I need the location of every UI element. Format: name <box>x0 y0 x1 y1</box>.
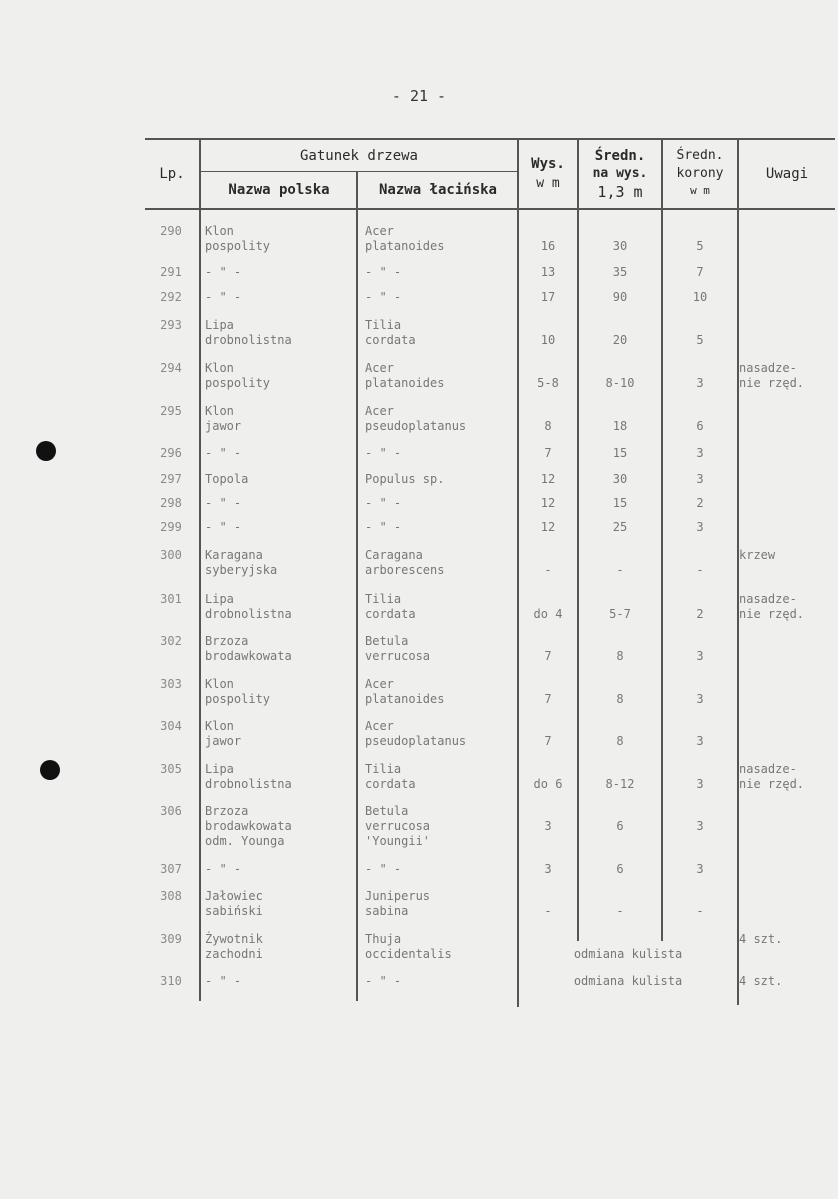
cell-wys: - <box>544 563 552 577</box>
cell-korona: 5 <box>696 239 704 253</box>
cell-korona: 3 <box>696 520 704 534</box>
cell-lacinska: - " - <box>365 496 402 510</box>
cell-lp: 295 <box>160 404 182 418</box>
cell-polska: Lipa drobnolistna <box>205 592 292 621</box>
cell-polska: Lipa drobnolistna <box>205 318 292 347</box>
cell-sredn: 25 <box>612 520 628 534</box>
cell-wys: 3 <box>544 819 552 833</box>
cell-korona: 5 <box>696 333 704 347</box>
cell-uwagi: 4 szt. <box>739 932 783 946</box>
cell-polska: Klon jawor <box>205 404 242 433</box>
cell-korona: 10 <box>692 290 708 304</box>
cell-lacinska: Acer pseudoplatanus <box>365 404 467 433</box>
cell-polska: Klon jawor <box>205 719 242 748</box>
cell-sredn: 15 <box>612 446 628 460</box>
cell-span: odmiana kulista <box>573 974 683 988</box>
col-rule-2 <box>356 172 358 1001</box>
cell-korona: 2 <box>696 496 704 510</box>
cell-sredn: 30 <box>612 472 628 486</box>
cell-lp: 291 <box>160 265 182 279</box>
cell-lacinska: Thuja occidentalis <box>365 932 452 961</box>
cell-wys: 12 <box>540 496 556 510</box>
col-rule-1 <box>199 139 201 1001</box>
cell-lp: 299 <box>160 520 182 534</box>
cell-polska: Klon pospolity <box>205 361 271 390</box>
cell-uwagi: 4 szt. <box>739 974 783 988</box>
cell-sredn: 30 <box>612 239 628 253</box>
cell-wys: 12 <box>540 520 556 534</box>
cell-uwagi: nasadze- nie rzęd. <box>739 361 805 390</box>
cell-lacinska: - " - <box>365 520 402 534</box>
cell-polska: Klon pospolity <box>205 224 271 253</box>
cell-sredn: 8 <box>616 649 624 663</box>
cell-sredn: 8 <box>616 692 624 706</box>
cell-wys: 7 <box>544 692 552 706</box>
cell-lp: 296 <box>160 446 182 460</box>
cell-sredn: 15 <box>612 496 628 510</box>
cell-lp: 301 <box>160 592 182 606</box>
header-sredn-3: 1,3 m <box>597 183 643 201</box>
cell-lp: 293 <box>160 318 182 332</box>
cell-lacinska: - " - <box>365 265 402 279</box>
cell-polska: - " - <box>205 520 242 534</box>
cell-polska: - " - <box>205 862 242 876</box>
cell-uwagi: nasadze- nie rzęd. <box>739 762 805 791</box>
cell-wys: do 4 <box>533 607 563 621</box>
header-nazwa-polska: Nazwa polska <box>228 182 330 198</box>
cell-wys: 8 <box>544 419 552 433</box>
header-wys-2: w m <box>536 176 560 191</box>
cell-lp: 308 <box>160 889 182 903</box>
header-korona-1: Średn. <box>676 148 724 163</box>
cell-lp: 290 <box>160 224 182 238</box>
cell-lacinska: Tilia cordata <box>365 592 416 621</box>
cell-lp: 305 <box>160 762 182 776</box>
cell-lacinska: Tilia cordata <box>365 762 416 791</box>
cell-sredn: - <box>616 563 624 577</box>
cell-wys: 7 <box>544 734 552 748</box>
cell-sredn: 8-10 <box>605 376 635 390</box>
cell-lp: 300 <box>160 548 182 562</box>
cell-lacinska: Tilia cordata <box>365 318 416 347</box>
cell-korona: 3 <box>696 446 704 460</box>
cell-polska: Jałowiec sabiński <box>205 889 263 918</box>
header-uwagi: Uwagi <box>765 166 809 182</box>
col-rule-6 <box>737 139 739 1005</box>
header-nazwa-lacinska: Nazwa łacińska <box>378 182 497 198</box>
cell-korona: 3 <box>696 819 704 833</box>
header-bottom-rule <box>145 208 835 210</box>
header-lp: Lp. <box>159 166 185 182</box>
cell-sredn: 8 <box>616 734 624 748</box>
header-gatunek: Gatunek drzewa <box>299 148 418 164</box>
cell-wys: 7 <box>544 446 552 460</box>
cell-korona: 3 <box>696 734 704 748</box>
cell-korona: 3 <box>696 692 704 706</box>
header-wys-1: Wys. <box>531 156 565 172</box>
cell-sredn: 5-7 <box>609 607 631 621</box>
cell-korona: 3 <box>696 777 704 791</box>
cell-lacinska: Acer platanoides <box>365 677 445 706</box>
cell-wys: 12 <box>540 472 556 486</box>
cell-sredn: 20 <box>612 333 628 347</box>
cell-korona: 3 <box>696 862 704 876</box>
cell-polska: Karagana syberyjska <box>205 548 278 577</box>
cell-sredn: 6 <box>616 862 624 876</box>
cell-lp: 307 <box>160 862 182 876</box>
cell-korona: 6 <box>696 419 704 433</box>
cell-lp: 297 <box>160 472 182 486</box>
cell-polska: - " - <box>205 290 242 304</box>
cell-lp: 292 <box>160 290 182 304</box>
cell-korona: 2 <box>696 607 704 621</box>
cell-lacinska: - " - <box>365 290 402 304</box>
cell-wys: do 6 <box>533 777 563 791</box>
cell-lp: 302 <box>160 634 182 648</box>
cell-wys: 3 <box>544 862 552 876</box>
cell-polska: - " - <box>205 496 242 510</box>
cell-lp: 310 <box>160 974 182 988</box>
cell-lacinska: Acer platanoides <box>365 224 445 253</box>
cell-korona: 3 <box>696 376 704 390</box>
cell-wys: 17 <box>540 290 556 304</box>
cell-polska: - " - <box>205 974 242 988</box>
cell-polska: Brzoza brodawkowata odm. Younga <box>205 804 292 848</box>
cell-lacinska: Populus sp. <box>365 472 445 486</box>
punch-hole-top <box>36 441 56 461</box>
cell-wys: 7 <box>544 649 552 663</box>
cell-lacinska: - " - <box>365 974 402 988</box>
cell-lacinska: Caragana arborescens <box>365 548 445 577</box>
table-top-rule <box>145 138 835 140</box>
cell-lacinska: - " - <box>365 446 402 460</box>
cell-polska: - " - <box>205 446 242 460</box>
cell-sredn: 18 <box>612 419 628 433</box>
cell-lacinska: Acer pseudoplatanus <box>365 719 467 748</box>
cell-korona: 3 <box>696 649 704 663</box>
cell-wys: 13 <box>540 265 556 279</box>
header-korona-2: korony <box>676 166 724 181</box>
cell-uwagi: nasadze- nie rzęd. <box>739 592 805 621</box>
cell-lacinska: Betula verrucosa 'Youngii' <box>365 804 431 848</box>
header-sub-rule <box>201 171 517 172</box>
cell-wys: - <box>544 904 552 918</box>
cell-sredn: 8-12 <box>605 777 635 791</box>
cell-sredn: 90 <box>612 290 628 304</box>
cell-polska: - " - <box>205 265 242 279</box>
punch-hole-bottom <box>40 760 60 780</box>
header-sredn-1: Średn. <box>594 148 646 164</box>
cell-wys: 16 <box>540 239 556 253</box>
cell-lp: 304 <box>160 719 182 733</box>
cell-wys: 5-8 <box>537 376 559 390</box>
cell-polska: Lipa drobnolistna <box>205 762 292 791</box>
cell-uwagi: krzew <box>739 548 776 562</box>
cell-polska: Klon pospolity <box>205 677 271 706</box>
cell-wys: 10 <box>540 333 556 347</box>
cell-korona: 3 <box>696 472 704 486</box>
cell-korona: - <box>696 563 704 577</box>
cell-span: odmiana kulista <box>573 947 683 961</box>
cell-lp: 294 <box>160 361 182 375</box>
cell-lp: 298 <box>160 496 182 510</box>
header-sredn-2: na wys. <box>592 166 648 181</box>
cell-sredn: - <box>616 904 624 918</box>
cell-lp: 306 <box>160 804 182 818</box>
cell-korona: - <box>696 904 704 918</box>
cell-lacinska: Betula verrucosa <box>365 634 431 663</box>
cell-polska: Topola <box>205 472 249 486</box>
page-number: - 21 - <box>391 87 447 105</box>
cell-lacinska: - " - <box>365 862 402 876</box>
cell-korona: 7 <box>696 265 704 279</box>
cell-sredn: 6 <box>616 819 624 833</box>
cell-lacinska: Juniperus sabina <box>365 889 431 918</box>
cell-lacinska: Acer platanoides <box>365 361 445 390</box>
cell-lp: 309 <box>160 932 182 946</box>
cell-polska: Żywotnik zachodni <box>205 932 263 961</box>
cell-sredn: 35 <box>612 265 628 279</box>
cell-polska: Brzoza brodawkowata <box>205 634 292 663</box>
cell-lp: 303 <box>160 677 182 691</box>
header-korona-3: w m <box>690 184 710 197</box>
